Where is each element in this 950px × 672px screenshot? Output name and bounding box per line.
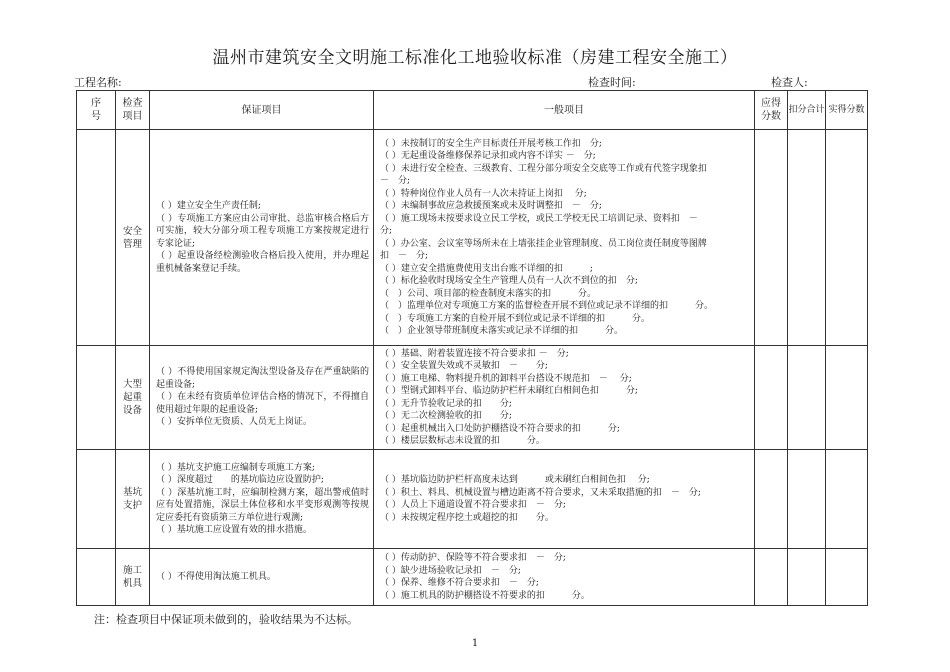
general-item: （ ）人员上下通道设置不符合要求扣 － 分;: [380, 500, 566, 510]
general-cell: [374, 346, 755, 450]
general-item: （ ）施工机具的防护棚搭设不符要求的扣 分。: [380, 590, 590, 601]
guarantee-cell: [150, 346, 374, 450]
general-item: （ ）未编制事故应急救援预案或未及时调整扣 － 分;: [380, 201, 602, 211]
general-item: （ ）未按规定程序挖土或超挖的扣 分。: [380, 512, 554, 523]
general-cell: [374, 130, 755, 346]
general-item: （ ）保养、维修不符合要求扣 － 分;: [380, 578, 539, 588]
page-title: 温州市建筑安全文明施工标准化工地验收标准（房建工程安全施工）: [212, 48, 738, 68]
general-item: （ ）未按制订的安全生产目标责任开展考核工作扣 分;: [380, 138, 602, 149]
general-item: （ ）施工电梯、物料提升机的卸料平台搭设不规范扣 － 分;: [380, 373, 632, 384]
general-item: （ ）起重机械出入口处防护棚搭设不符合要求的扣 分;: [380, 423, 620, 434]
general-item: （ ）标化验收时现场安全生产管理人员有一人次不到位的扣 分;: [380, 276, 638, 286]
guarantee-item: （ ）不得使用国家规定淘汰型设备及存在严重缺陷的起重设备;: [156, 367, 369, 390]
deduct-cell[interactable]: [788, 130, 826, 346]
general-item: （ ）特种岗位作业人员有一人次未持证上岗扣 分;: [380, 188, 587, 199]
header-row: [77, 91, 868, 130]
general-item: （ ）无升节验收记录的扣 分;: [380, 398, 512, 409]
actual-cell[interactable]: [826, 130, 868, 346]
guarantee-item: （ ）起重设备经检测验收合格后投入使用，并办理起重机械备案登记手续。: [156, 251, 369, 274]
actual-cell[interactable]: [826, 549, 868, 606]
general-item: 分;: [380, 226, 393, 236]
score-cell[interactable]: [755, 346, 788, 450]
guarantee-cell: [150, 450, 374, 549]
general-item: 扣 － 分;: [380, 251, 429, 261]
category-cell: 大型 起重 设备: [116, 346, 150, 450]
seq-header: 序 号: [77, 91, 116, 130]
table-row: [77, 450, 868, 549]
general-item: （ ）无起重设备维修保养记录扣或内容不详实 － 分;: [380, 151, 596, 161]
general-cell: [374, 549, 755, 606]
deduct-cell[interactable]: [788, 549, 826, 606]
deduct-cell[interactable]: [788, 346, 826, 450]
general-item: （ ）楼层层数标志未设置的扣 分。: [380, 436, 545, 446]
general-item: （ ）企业领导带班制度未落实或记录不详细的扣 分。: [380, 326, 624, 336]
general-item: （ ）传动防护、保险等不符合要求扣 － 分;: [380, 553, 566, 563]
general-item: （ ）公司、项目部的检查制度未落实的扣 分。: [380, 288, 597, 299]
guarantee-item: （ ）在未经有资质单位评估合格的情况下，不得擅自使用超过年限的起重设备;: [156, 392, 369, 415]
footnote: 注：检查项目中保证项未做到的，验收结果为不达标。: [94, 613, 358, 626]
guarantee-item: （ ）安拆单位无资质、人员无上岗证。: [156, 417, 312, 428]
item-header: 检查 项目: [116, 91, 150, 130]
general-header: 一般项目: [374, 91, 755, 130]
guarantee-item: （ ）不得使用淘汰施工机具。: [156, 571, 276, 582]
guarantee-item: （ ）基坑施工应设置有效的排水措施。: [156, 525, 312, 535]
general-item: （ ）基础、附着装置连接不符合要求扣 － 分;: [380, 348, 569, 359]
actual-cell[interactable]: [826, 346, 868, 450]
score-cell[interactable]: [755, 450, 788, 549]
general-item: （ ）建立安全措施费使用支出台账不详细的扣 ;: [380, 263, 593, 274]
general-item: （ ）施工现场未按要求设立民工学校，或民工学校无民工培训记录、资料扣 －: [380, 213, 698, 224]
general-item: （ ）型钢式卸料平台、临边防护栏杆未刷红白相间色扣 分;: [380, 386, 638, 396]
general-item: （ ）无二次检测验收的扣 分;: [380, 411, 512, 421]
actual-header: 实得分数: [826, 91, 868, 130]
check-time-label: 检查时间:: [588, 76, 636, 89]
seq-cell: [77, 450, 116, 549]
table-row: [77, 130, 868, 346]
general-item: （ ）监理单位对专项施工方案的监督检查开展不到位或记录不详细的扣 分。: [380, 301, 714, 311]
general-cell: [374, 450, 755, 549]
score-cell[interactable]: [755, 130, 788, 346]
acceptance-standard-table: [76, 90, 868, 606]
deduct-header: 扣分合计: [788, 91, 826, 130]
guarantee-cell: [150, 549, 374, 606]
seq-cell: [77, 346, 116, 450]
seq-cell: [77, 549, 116, 606]
category-cell: 施工 机具: [116, 549, 150, 606]
project-name-label: 工程名称:: [74, 76, 122, 89]
general-item: － 分;: [380, 176, 411, 186]
guarantee-header: 保证项目: [150, 91, 374, 130]
general-item: （ ）安全装置失效或不灵敏扣 － 分;: [380, 361, 548, 371]
general-item: （ ）缺少进场验收记录扣 － 分;: [380, 565, 521, 576]
score-cell[interactable]: [755, 549, 788, 606]
guarantee-item: （ ）深度超过 的基坑临边应设置防护;: [156, 475, 324, 485]
guarantee-item: （ ）专项施工方案应由公司审批、总监审核合格后方可实施，较大分部分项工程专项施工方案按规定进行专家论证;: [156, 213, 369, 249]
category-cell: 基坑 支护: [116, 450, 150, 549]
table-row: [77, 549, 868, 606]
score-header: 应得 分数: [755, 91, 788, 130]
general-item: （ ）专项施工方案的自检开展不到位或记录不详细的扣 分。: [380, 313, 651, 324]
general-item: （ ）基坑临边防护栏杆高度未达到 或未刷红白相间色扣 分;: [380, 475, 650, 485]
guarantee-item: （ ）基坑支护施工应编制专项施工方案;: [156, 462, 315, 473]
actual-cell[interactable]: [826, 450, 868, 549]
table-row: [77, 346, 868, 450]
general-item: （ ）未进行安全检查、三级教育、工程分部分项安全交底等工作或有代签字现象扣: [380, 163, 707, 174]
category-cell: 安全 管理: [116, 130, 150, 346]
general-item: （ ）积土、料具、机械设置与槽边距离不符合要求，又未采取措施的扣 － 分;: [380, 487, 701, 498]
deduct-cell[interactable]: [788, 450, 826, 549]
page-number: 1: [471, 638, 479, 649]
inspector-label: 检查人:: [771, 76, 808, 89]
guarantee-cell: [150, 130, 374, 346]
general-item: （ ）办公室、会议室等场所未在上墙张挂企业管理制度、员工岗位责任制度等图牌: [380, 238, 707, 249]
guarantee-item: （ ）深基坑施工时，应编制检测方案，超出警戒值时应有处置措施，深层土体位移和水平变形观测等按规定应委托有资质第三方单位进行观测;: [156, 487, 369, 523]
guarantee-item: （ ）建立安全生产责任制;: [156, 201, 261, 211]
seq-cell: [77, 130, 116, 346]
